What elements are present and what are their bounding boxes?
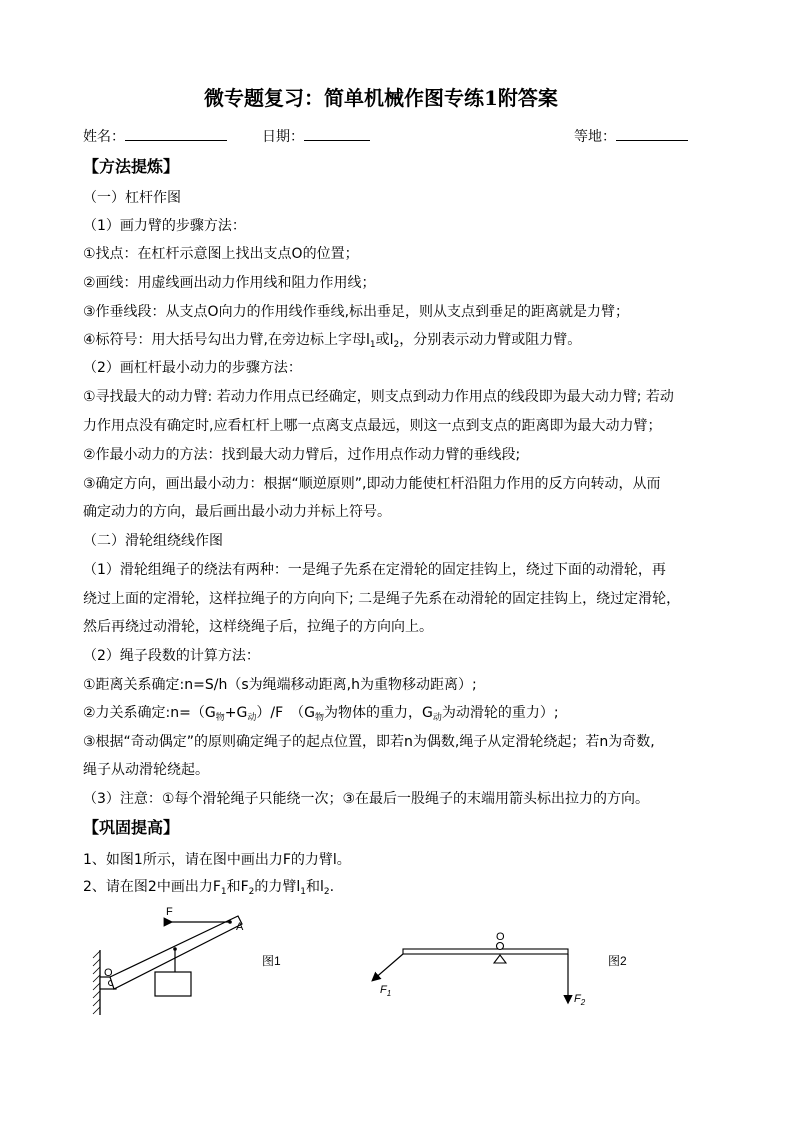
step-2: ②画线：用虚线画出动力作用线和阻力作用线；: [83, 275, 376, 291]
figure-1: [80, 900, 310, 1020]
date-blank[interactable]: [304, 126, 370, 141]
q2-text-a: 2、请在图2中画出力F: [83, 879, 221, 895]
min-force-1-line-1: ①寻找最大的动力臂: 若动力作用点已经确定，则支点到动力作用点的线段即为最大动力臂; 若动: [83, 389, 674, 405]
date-field: [262, 126, 370, 146]
pulley-1-line-1: （1）滑轮组绳子的绕法有两种：一是绳子先系在定滑轮的固定挂钩上，绕过下面的动滑轮，再: [83, 562, 666, 578]
q2-sub-2: 2: [248, 887, 255, 897]
p2b-sub-4: 动: [432, 713, 442, 723]
min-force-3-line-1: ③确定方向，画出最小动力：根据“顺逆原则”,即动力能使杠杆沿阻力作用的反方向转动，从而: [83, 476, 661, 492]
min-force-1-line-2: 力作用点没有确定时,应看杠杆上哪一点离支点最远，则这一点到支点的距离即为最大动力臂；: [83, 418, 662, 434]
f1-label: $F_1$: [380, 984, 392, 998]
name-blank[interactable]: [125, 126, 227, 141]
pivot-o-label: O: [496, 931, 505, 943]
step-4-sub-2: 2: [393, 340, 400, 350]
p2b-sub-1: 物: [215, 713, 225, 723]
q2-sub-4: 2: [323, 887, 330, 897]
question-2: [83, 879, 334, 896]
f2-label: $F_2$: [574, 993, 586, 1007]
min-force-2: ②作最小动力的方法：找到最大动力臂后，过作用点作动力臂的垂线段;: [83, 447, 521, 463]
fulcrum-triangle: [494, 955, 506, 963]
pulley-2-c-line-1: ③根据“奇动偶定”的原则确定绳子的起点位置，即若n为偶数,绳子从定滑轮绕起；若n为奇数,: [83, 734, 655, 750]
name-label: 姓名：: [83, 129, 125, 145]
weight-box: [155, 972, 191, 996]
figure-1-caption: 图1: [262, 954, 281, 968]
lever-arm-steps-title: （1）画力臂的步骤方法：: [83, 218, 246, 234]
figure-2-caption: 图2: [608, 954, 627, 968]
p2b-mid-2: ）/F （G: [256, 705, 315, 721]
p2b-mid-3: 为物体的重力，G: [324, 705, 433, 721]
pulley-2-title: （2）绳子段数的计算方法：: [83, 648, 260, 664]
q2-text-d: 和l: [306, 879, 324, 895]
p2b-pre: ②力关系确定:n=（G: [83, 705, 216, 721]
pulley-2-c-line-2: 绳子从动滑轮绕起。: [83, 762, 209, 778]
pulley-2-b: [83, 705, 559, 722]
pivot-circle: [497, 943, 504, 950]
point-a-label: A: [236, 921, 244, 933]
step-4-sub-1: 1: [369, 340, 376, 350]
q2-sub-1: 1: [220, 887, 227, 897]
pulley-header: （二）滑轮组绕线作图: [83, 533, 223, 549]
name-field: [83, 126, 227, 146]
q2-text-b: 和F: [226, 879, 249, 895]
step-4-text-c: ，分别表示动力臂或阻力臂。: [399, 332, 582, 348]
pulley-1-line-2: 绕过上面的定滑轮，这样拉绳子的方向向下; 二是绳子先系在动滑轮的固定挂钩上，绕过定滑轮，: [83, 591, 681, 607]
force-f1-arrow: [373, 954, 403, 980]
pulley-2-a: ①距离关系确定:n=S/h（s为绳端移动距离,h为重物移动距离）;: [83, 677, 477, 693]
pulley-1-line-3: 然后再绕过动滑轮，这样绕绳子后，拉绳子的方向向上。: [83, 619, 433, 635]
grade-blank[interactable]: [616, 126, 688, 141]
point-o-label: O: [104, 967, 113, 979]
q2-sub-3: 1: [300, 887, 307, 897]
grade-field: [574, 126, 688, 146]
figure-2: [360, 900, 650, 1020]
min-force-3-line-2: 确定动力的方向，最后画出最小动力并标上符号。: [83, 504, 391, 520]
date-label: 日期：: [262, 129, 304, 145]
min-force-title: （2）画杠杆最小动力的步骤方法：: [83, 360, 302, 376]
method-header: 【方法提炼】: [83, 157, 180, 176]
question-1: 1、如图1所示，请在图中画出力F的力臂l。: [83, 852, 351, 868]
step-1: ①找点：在杠杆示意图上找出支点O的位置；: [83, 246, 359, 262]
page-title: 微专题复习：简单机械作图专练1附答案: [204, 86, 558, 110]
p2b-mid-1: +G: [224, 705, 248, 721]
p2b-sub-3: 物: [314, 713, 324, 723]
step-4-text-a: ④标符号：用大括号勾出力臂,在旁边标上字母l: [83, 332, 370, 348]
consolidate-header: 【巩固提高】: [83, 818, 180, 837]
force-f-label: F: [166, 906, 173, 918]
step-4: [83, 332, 581, 349]
p2b-sub-2: 动: [247, 713, 257, 723]
step-4-text-b: 或l: [375, 332, 394, 348]
q2-text-c: 的力臂l: [254, 879, 301, 895]
step-3: ③作垂线段：从支点O向力的作用线作垂线,标出垂足，则从支点到垂足的距离就是力臂；: [83, 304, 630, 320]
lever-bar-2: [403, 949, 568, 954]
p2b-end: 为动滑轮的重力）;: [441, 705, 559, 721]
grade-label: 等地：: [574, 129, 616, 145]
q2-text-e: .: [329, 879, 335, 895]
lever-header: （一）杠杆作图: [83, 190, 181, 206]
pulley-3: （3）注意：①每个滑轮绳子只能绕一次；③在最后一股绳子的末端用箭头标出拉力的方向。: [83, 791, 650, 807]
wall-hatch: [93, 951, 100, 1014]
